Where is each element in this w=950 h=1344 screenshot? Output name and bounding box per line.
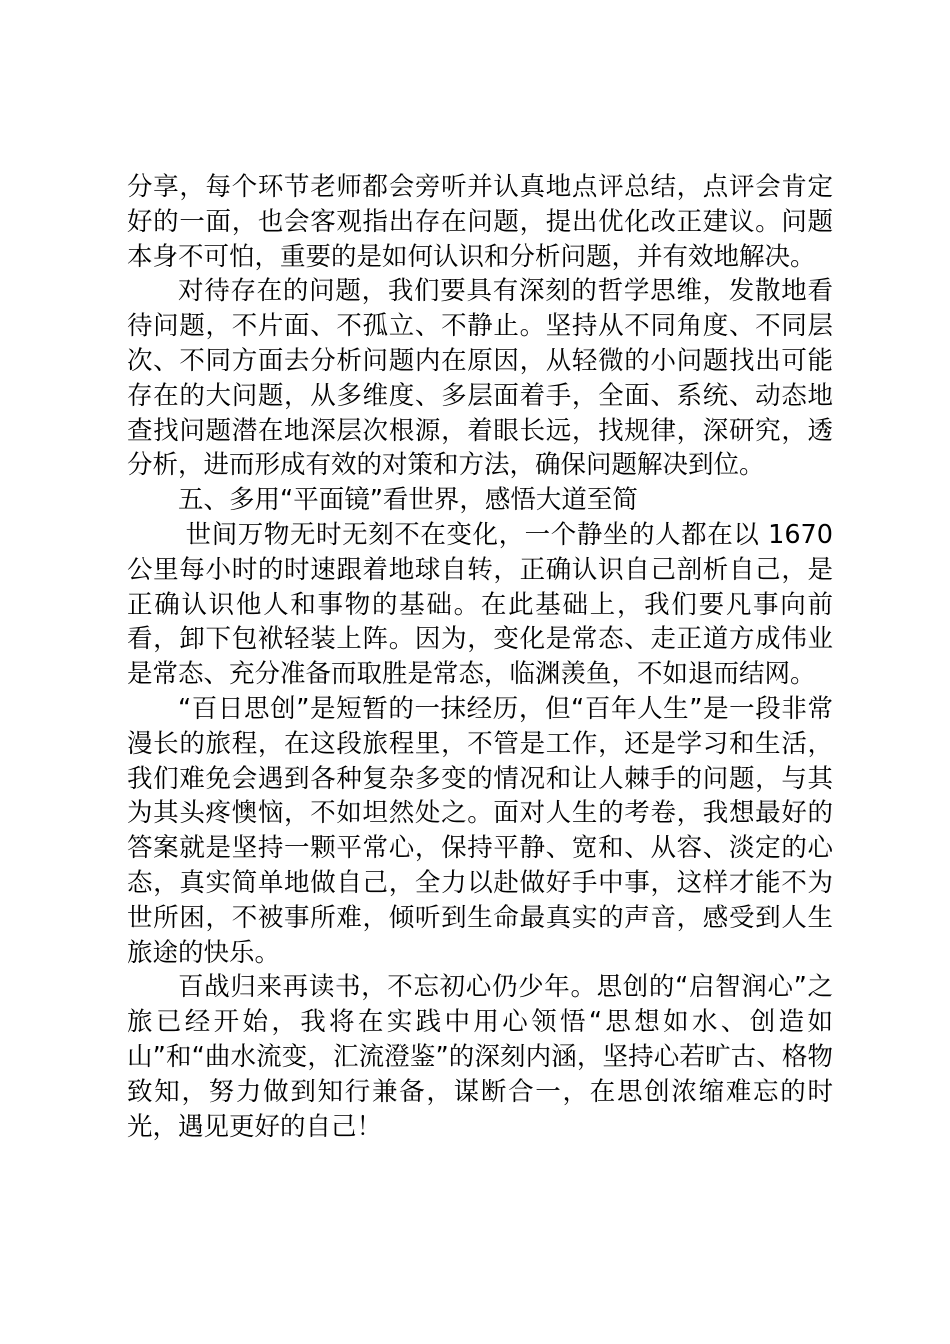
section-heading-five: 五、多用“平面镜”看世界，感悟大道至简 (178, 485, 638, 516)
paragraph-problem-analysis: 对待存在的问题，我们要具有深刻的哲学思维，发散地看待问题，不片面、不孤立、不静止。坚持从不同角度、不同层次、不同方面去分析问题内在原因，从轻微的小问题找出可能存在的大问题，从多维度、多层面着手，全面、系统、动态地查找问题潜在地深层次根源，着眼长远，找规律，深研究，透分析，进而形成有效的对策和方法，确保问题解决到位。 (127, 276, 833, 481)
paragraph-continued: 分享，每个环节老师都会旁听并认真地点评总结，点评会肯定好的一面，也会客观指出存在问题，提出优化改正建议。问题本身不可怕，重要的是如何认识和分析问题，并有效地解决。 (127, 172, 833, 272)
document-page (127, 170, 833, 1144)
paragraph-hundred-days: “百日思创”是短暂的一抹经历，但“百年人生”是一段非常漫长的旅程，在这段旅程里，不管是工作，还是学习和生活，我们难免会遇到各种复杂多变的情况和让人棘手的问题，与其为其头疼懊恼，不如坦然处之。面对人生的考卷，我想最好的答案就是坚持一颗平常心，保持平静、宽和、从容、淡定的心态，真实简单地做自己，全力以赴做好手中事，这样才能不为世所困，不被事所难，倾听到生命最真实的声音，感受到人生旅途的快乐。 (127, 693, 833, 968)
paragraph-closing: 百战归来再读书，不忘初心仍少年。思创的“启智润心”之旅已经开始，我将在实践中用心领悟“思想如水、创造如山”和“曲水流变，汇流澄鉴”的深刻内涵，坚持心若旷古、格物致知，努力做到知行兼备，谋断合一，在思创浓缩难忘的时光，遇见更好的自己！ (127, 972, 833, 1142)
paragraph-world-change: 世间万物无时无刻不在变化，一个静坐的人都在以 1670 公里每小时的时速跟着地球自转，正确认识自己剖析自己，是正确认识他人和事物的基础。在此基础上，我们要凡事向前看，卸下包袱轻装上阵。因为，变化是常态、走正道方成伟业是常态、充分准备而取胜是常态，临渊羡鱼，不如退而结网。 (127, 519, 833, 690)
